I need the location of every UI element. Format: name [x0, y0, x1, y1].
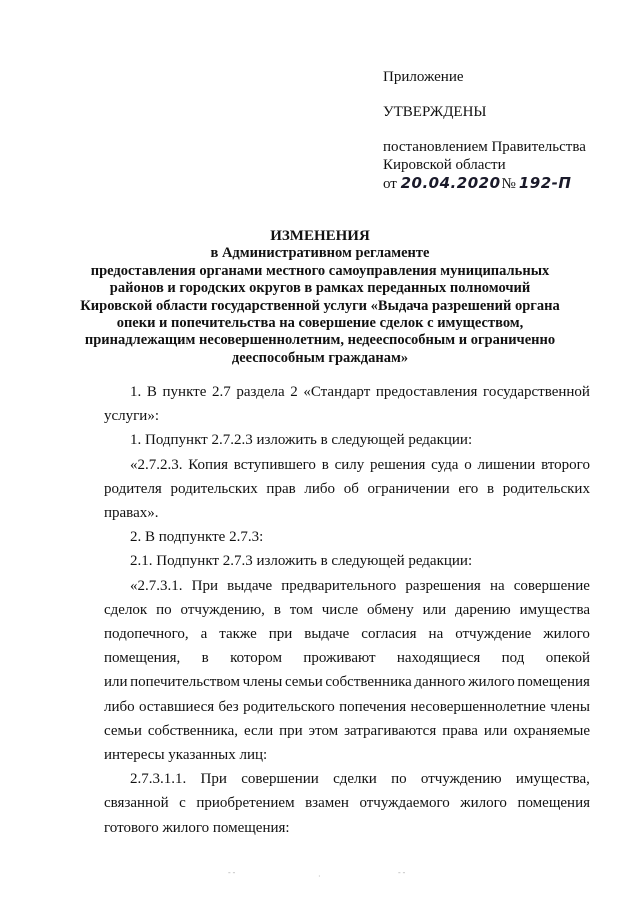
paragraph-5: 2.1. Подпункт 2.7.3 изложить в следующей редакции: — [130, 553, 473, 570]
title-line: дееспособным гражданам» — [231, 349, 409, 366]
number-sign: № — [501, 176, 516, 192]
decree-line-2: Кировской области — [383, 157, 506, 173]
paragraph-3-line-2 — [104, 477, 590, 501]
word: в — [486, 480, 495, 497]
word: жилого — [468, 674, 515, 691]
word: силу — [334, 456, 365, 473]
word: подопечного, — [104, 626, 189, 643]
word: находящиеся — [396, 650, 481, 667]
word: в — [201, 650, 209, 667]
word: совершении — [241, 771, 319, 788]
paragraph-4: 2. В подпункте 2.7.3: — [130, 529, 264, 546]
word: В — [146, 384, 157, 400]
word: суда — [431, 456, 459, 473]
word: собственника — [325, 674, 412, 691]
word: обмену — [367, 601, 414, 618]
word: по — [391, 771, 407, 788]
handwritten-number: 192-П — [518, 174, 572, 192]
word: отчуждению, — [180, 601, 265, 618]
word: связанной — [104, 795, 169, 812]
paragraph-1-line-2: услуги»: — [104, 408, 159, 425]
word: об — [343, 480, 359, 497]
title-line: Кировской области государственной услуги «Выдача разрешений органа — [80, 297, 560, 314]
word: попечительством — [130, 674, 240, 691]
word: семьи — [284, 674, 323, 691]
appendix-label: Приложение — [383, 69, 464, 85]
paragraph-6-line-7 — [104, 719, 590, 743]
word: при — [268, 626, 293, 643]
document-body — [104, 380, 590, 840]
word: с — [179, 795, 186, 812]
word: отчуждение — [455, 626, 532, 643]
word: помещения — [517, 674, 590, 691]
word: решения — [370, 456, 426, 473]
word: котором — [230, 650, 283, 667]
word: охраняемые — [513, 722, 590, 739]
word: несовершеннолетние — [410, 698, 546, 715]
word: разрешения — [405, 577, 481, 594]
word: отчуждаемого — [359, 795, 450, 812]
word: также — [219, 626, 257, 643]
word: прав — [266, 480, 296, 497]
word: При — [200, 771, 227, 788]
word: выдаче — [304, 626, 350, 643]
word: «2.7.3.1. — [130, 577, 183, 594]
word: сделок — [104, 601, 148, 618]
paragraph-7-line-2 — [104, 791, 590, 815]
word: второго — [541, 456, 590, 473]
word: жилого — [543, 626, 590, 643]
word: государственной — [483, 384, 590, 400]
word: опекой — [545, 650, 590, 667]
paragraph-7-line-1 — [104, 767, 590, 791]
word: члены — [550, 698, 590, 715]
word: семьи — [104, 722, 142, 739]
word: имущества — [519, 601, 590, 618]
scan-speck: · — [318, 872, 321, 881]
title-line: принадлежащим несовершеннолетним, недееспособным и ограниченно — [84, 332, 556, 349]
word: или — [104, 674, 128, 691]
word: проживают — [303, 650, 376, 667]
word: если — [243, 722, 274, 739]
word: пункте — [162, 384, 207, 400]
word: числе — [321, 601, 359, 618]
word: взамен — [305, 795, 349, 812]
word: приобретением — [196, 795, 295, 812]
word: «Стандарт — [303, 384, 371, 400]
title-line: районов и городских округов в рамках переданных полномочий — [109, 280, 531, 297]
word: 2.7.3.1.1. — [130, 771, 187, 788]
title-line: опеки и попечительства на совершение сделок с имуществом, — [116, 315, 524, 332]
word: помещения — [517, 795, 590, 812]
word: дарению — [455, 601, 511, 618]
paragraph-7-line-3: готового жилого помещения: — [104, 819, 290, 836]
word: данного — [414, 674, 466, 691]
word: либо — [304, 480, 336, 497]
word: согласия — [361, 626, 417, 643]
title-line: в Административном регламенте — [210, 245, 430, 262]
word: на — [489, 577, 505, 594]
word: лишении — [477, 456, 536, 473]
scan-speck: - - — [228, 868, 236, 877]
word: ограничении — [367, 480, 450, 497]
approved-label: УТВЕРЖДЕНЫ — [383, 104, 487, 120]
word: о — [464, 456, 472, 473]
paragraph-3-line-3: правах». — [104, 505, 159, 522]
word: оставшиеся — [139, 698, 215, 715]
word: отчуждению — [420, 771, 502, 788]
word: а — [200, 626, 208, 643]
word: жилого — [460, 795, 507, 812]
title-line: предоставления органами местного самоуправления муниципальных — [90, 262, 550, 279]
paragraph-6-line-5 — [104, 670, 590, 694]
word: сделки — [333, 771, 377, 788]
word: том — [289, 601, 313, 618]
word: собственника, — [147, 722, 239, 739]
title-heading: ИЗМЕНЕНИЯ — [270, 228, 370, 244]
word: в — [273, 601, 281, 618]
from-label: от — [383, 176, 397, 192]
paragraph-2: 1. Подпункт 2.7.2.3 изложить в следующей редакции: — [130, 432, 473, 449]
word: помещения, — [104, 650, 181, 667]
word: родителя — [104, 480, 162, 497]
scan-speck: - - — [398, 868, 406, 877]
word: или — [483, 722, 508, 739]
word: права — [442, 722, 478, 739]
word: совершение — [513, 577, 590, 594]
word: Копия — [188, 456, 228, 473]
word: или — [422, 601, 447, 618]
word: попечения — [339, 698, 407, 715]
word: родительских — [170, 480, 258, 497]
word: либо — [104, 698, 135, 715]
word: родительского — [243, 698, 335, 715]
word: При — [191, 577, 218, 594]
word: выдаче — [227, 577, 273, 594]
word: этом — [308, 722, 339, 739]
word: 2 — [290, 384, 298, 400]
word: раздела — [236, 384, 285, 400]
paragraph-6-line-1 — [104, 574, 590, 598]
word: предварительного — [281, 577, 397, 594]
paragraph-6-line-6 — [104, 695, 590, 719]
decree-line-1: постановлением Правительства — [383, 139, 586, 155]
word: «2.7.2.3. — [130, 456, 183, 473]
word: в — [321, 456, 329, 473]
word: затрагиваются — [344, 722, 437, 739]
word: под — [501, 650, 525, 667]
word: при — [279, 722, 303, 739]
paragraph-6-line-3 — [104, 622, 590, 646]
word: 2.7 — [212, 384, 231, 400]
handwritten-date: 20.04.2020 — [400, 174, 501, 192]
document-title — [60, 228, 580, 367]
word: члены — [242, 674, 283, 691]
paragraph-6-line-2 — [104, 598, 590, 622]
word: имущества, — [515, 771, 590, 788]
word: по — [156, 601, 172, 618]
paragraph-1-line-1 — [104, 380, 590, 404]
word: его — [458, 480, 479, 497]
word: 1. — [130, 384, 142, 400]
word: без — [218, 698, 239, 715]
paragraph-6-line-8: интересы указанных лиц: — [104, 747, 268, 764]
word: на — [428, 626, 444, 643]
word: предоставления — [375, 384, 478, 400]
paragraph-3-line-1 — [104, 453, 590, 477]
word: родительских — [502, 480, 590, 497]
decree-date-line — [383, 174, 623, 193]
paragraph-6-line-4 — [104, 646, 590, 670]
approval-block — [383, 68, 623, 193]
word: вступившего — [233, 456, 316, 473]
